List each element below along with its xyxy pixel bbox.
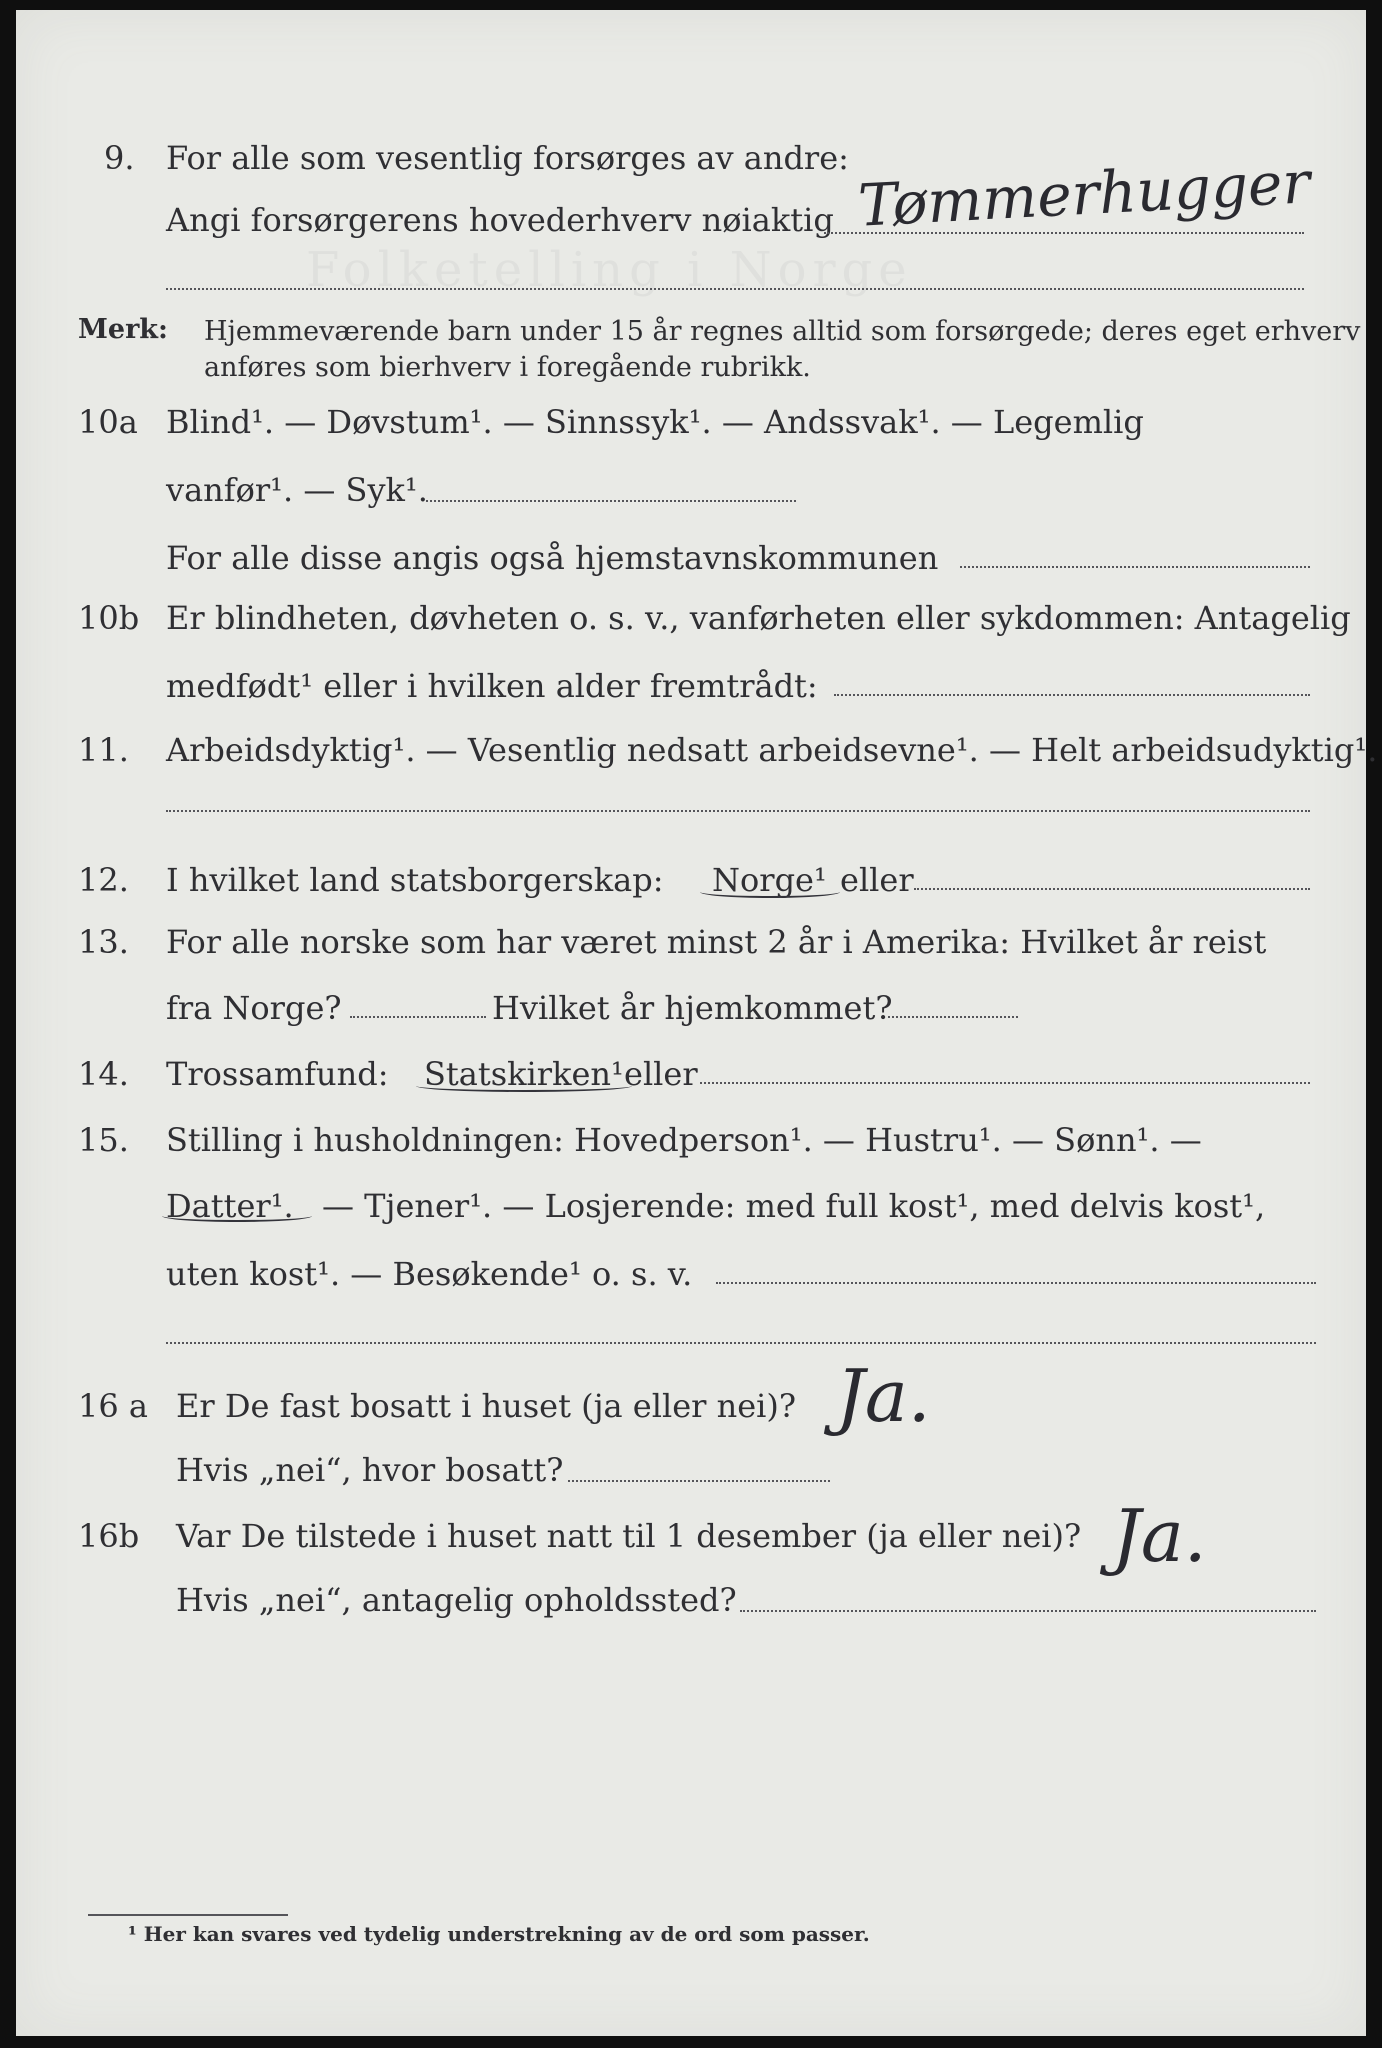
answer-line bbox=[350, 1016, 486, 1018]
option-statskirken: Statskirken¹ bbox=[424, 1055, 624, 1093]
note-text: anføres som bierhverv i foregående rubrikk. bbox=[204, 352, 811, 383]
answer-line bbox=[166, 1342, 1316, 1344]
answer-line bbox=[716, 1282, 1316, 1284]
question-text: Arbeidsdyktig¹. — Vesentlig nedsatt arbeidsevne¹. — Helt arbeidsudyktig¹. bbox=[166, 731, 1378, 769]
question-text: For alle norske som har været minst 2 år i Amerika: Hvilket år reist bbox=[166, 923, 1267, 961]
question-number: 9. bbox=[104, 139, 135, 177]
bleed-through-text: Folketelling i Norge bbox=[306, 242, 913, 298]
question-number: 15. bbox=[78, 1121, 129, 1159]
answer-line bbox=[166, 810, 1310, 812]
question-number: 10a bbox=[78, 403, 138, 441]
question-text: vanfør¹. — Syk¹. bbox=[166, 471, 428, 509]
note-label: Merk: bbox=[78, 314, 168, 345]
answer-line bbox=[426, 500, 796, 502]
question-text: Er De fast bosatt i huset (ja eller nei)? bbox=[176, 1387, 797, 1425]
answer-line bbox=[960, 566, 1310, 568]
note-text: Hjemmeværende barn under 15 år regnes alltid som forsørgede; deres eget erhverv bbox=[204, 316, 1361, 347]
question-text: Hvis „nei“, antagelig opholdssted? bbox=[176, 1581, 737, 1619]
census-form-page bbox=[16, 10, 1378, 2036]
question-text: Er blindheten, døvheten o. s. v., vanførheten eller sykdommen: Antagelig bbox=[166, 599, 1351, 637]
answer-line bbox=[824, 232, 1304, 234]
question-number: 13. bbox=[78, 923, 129, 961]
answer-line bbox=[914, 888, 1310, 890]
question-text: For alle disse angis også hjemstavnskommunen bbox=[166, 539, 939, 577]
question-number: 10b bbox=[78, 599, 140, 637]
answer-line bbox=[568, 1480, 830, 1482]
question-text: fra Norge? bbox=[166, 989, 342, 1027]
handwritten-answer-16a: Ja. bbox=[836, 1354, 931, 1438]
question-number: 16 a bbox=[78, 1387, 148, 1425]
handwritten-underline bbox=[162, 1210, 312, 1222]
question-text: — Tjener¹. — Losjerende: med full kost¹, med delvis kost¹, bbox=[322, 1187, 1266, 1225]
option-datter: Datter¹. bbox=[166, 1187, 294, 1225]
question-text: Hvilket år hjemkommet? bbox=[492, 989, 893, 1027]
option-norge: Norge¹ bbox=[712, 861, 827, 899]
question-text: Stilling i husholdningen: Hovedperson¹. — Hustru¹. — Sønn¹. — bbox=[166, 1121, 1202, 1159]
answer-line bbox=[888, 1016, 1018, 1018]
question-text: For alle som vesentlig forsørges av andre: bbox=[166, 139, 849, 177]
answer-line bbox=[834, 694, 1310, 696]
answer-line bbox=[166, 288, 1304, 290]
question-text: Trossamfund: bbox=[166, 1055, 389, 1093]
footnote-rule bbox=[88, 1914, 288, 1916]
question-number: 12. bbox=[78, 861, 129, 899]
option-other: eller bbox=[840, 861, 914, 899]
question-number: 14. bbox=[78, 1055, 129, 1093]
question-number: 11. bbox=[78, 731, 129, 769]
question-text: Blind¹. — Døvstum¹. — Sinnssyk¹. — Andssvak¹. — Legemlig bbox=[166, 403, 1144, 441]
question-text: I hvilket land statsborgerskap: bbox=[166, 861, 664, 899]
handwritten-underline bbox=[416, 1080, 632, 1092]
handwritten-answer-occupation: Tømmerhugger bbox=[856, 148, 1312, 240]
answer-line bbox=[700, 1082, 1310, 1084]
handwritten-underline bbox=[700, 886, 840, 898]
question-text: Hvis „nei“, hvor bosatt? bbox=[176, 1451, 564, 1489]
option-other: eller bbox=[624, 1055, 698, 1093]
question-text: uten kost¹. — Besøkende¹ o. s. v. bbox=[166, 1255, 693, 1293]
answer-line bbox=[740, 1610, 1316, 1612]
handwritten-answer-16b: Ja. bbox=[1112, 1494, 1207, 1578]
question-number: 16b bbox=[78, 1517, 140, 1555]
question-text: medfødt¹ eller i hvilken alder fremtrådt: bbox=[166, 667, 818, 705]
question-text: Var De tilstede i huset natt til 1 desember (ja eller nei)? bbox=[176, 1517, 1082, 1555]
question-text: Angi forsørgerens hovederhverv nøiaktig bbox=[166, 201, 834, 239]
footnote: ¹ Her kan svares ved tydelig understrekning av de ord som passer. bbox=[128, 1922, 870, 1946]
